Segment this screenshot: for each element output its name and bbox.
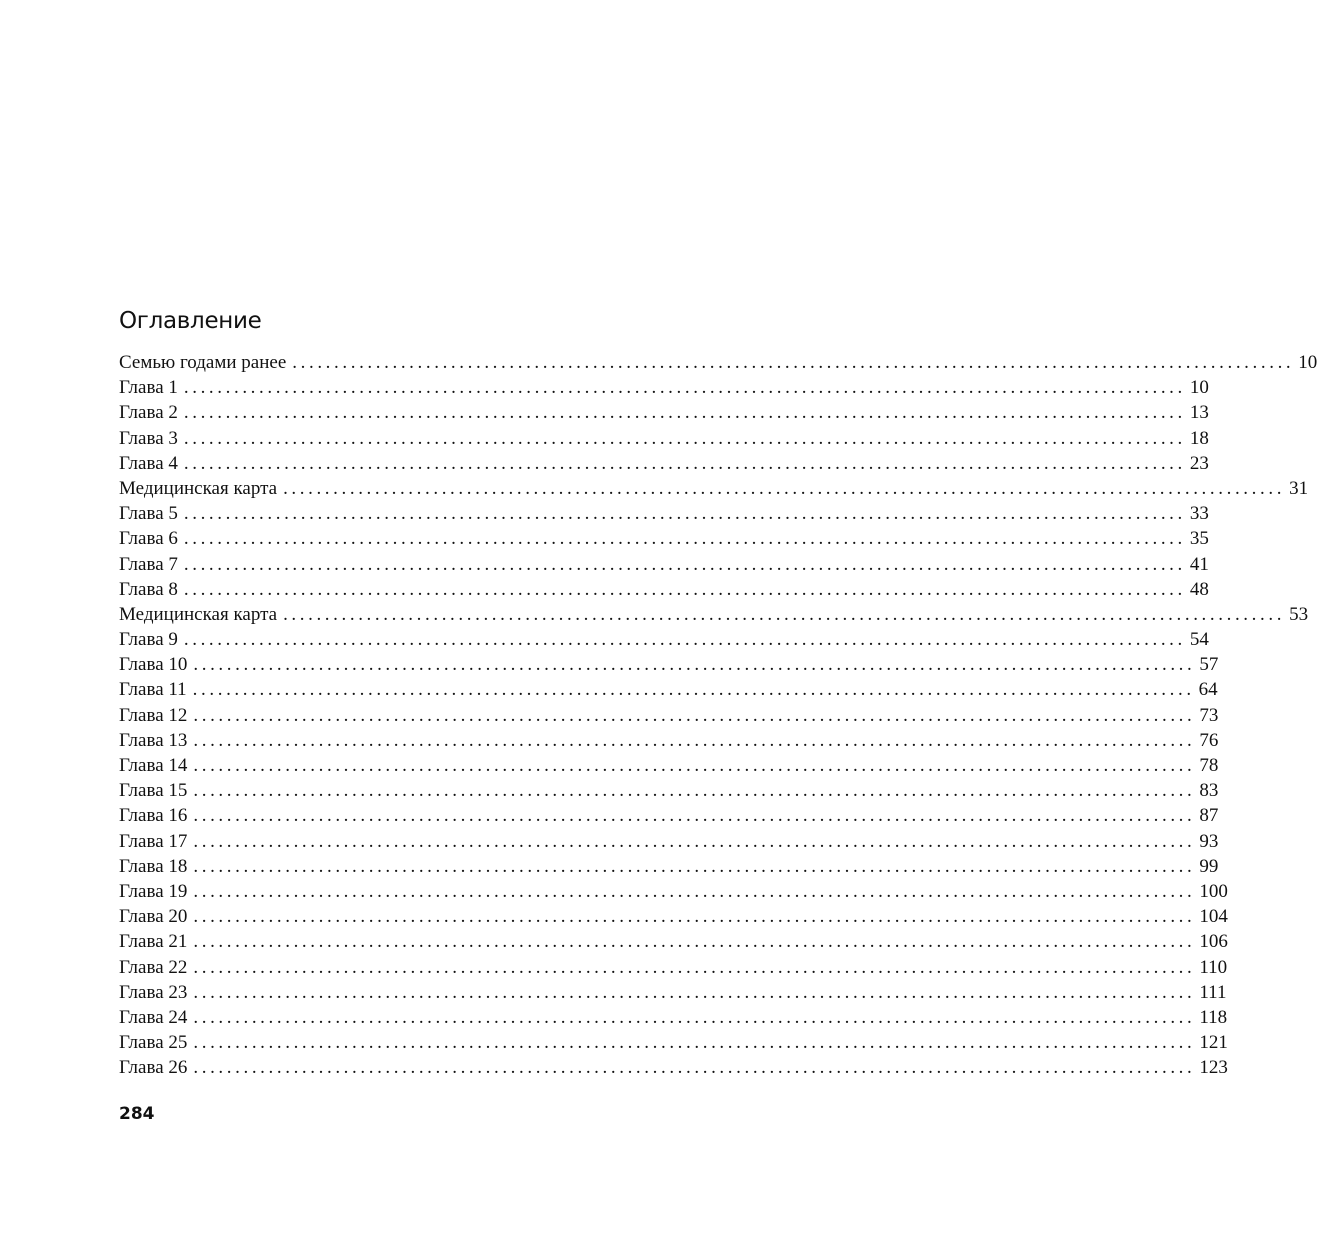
- toc-entry-title: Глава 7: [119, 552, 184, 577]
- toc-entry-title: Глава 1: [119, 375, 184, 400]
- toc-entry-title: Глава 4: [119, 451, 184, 476]
- dot-leader: ........................................................................................................................: [193, 880, 1196, 902]
- toc-entry-title: Глава 6: [119, 526, 184, 551]
- toc-entry-title: Глава 19: [119, 879, 193, 904]
- toc-entry-title: Глава 26: [119, 1055, 193, 1080]
- toc-entry-title: Глава 18: [119, 854, 193, 879]
- dot-leader: ........................................................................................................................: [193, 729, 1196, 751]
- toc-entry-page: 99: [1199, 855, 1219, 877]
- toc-entry-page: 93: [1199, 830, 1219, 852]
- toc-entry-title: Глава 11: [119, 677, 193, 702]
- dot-leader: ........................................................................................................................: [193, 981, 1196, 1003]
- toc-entry-page: 106: [1199, 931, 1228, 953]
- toc-entry[interactable]: [119, 1005, 1228, 1030]
- toc-entry-page: 10: [1189, 377, 1209, 399]
- dot-leader: ........................................................................................................................: [193, 755, 1196, 776]
- toc-entry[interactable]: [119, 350, 1317, 375]
- toc-entry-page: 76: [1199, 729, 1219, 751]
- toc-entry-title: Глава 10: [119, 652, 193, 677]
- dot-leader: ........................................................................................................................: [183, 377, 1186, 399]
- toc-entry-title: Глава 17: [119, 829, 193, 854]
- toc-entry-title: Глава 25: [119, 1030, 193, 1055]
- toc-entry-title: Глава 8: [119, 577, 184, 602]
- toc-entry-page: 83: [1199, 780, 1219, 802]
- toc-entry[interactable]: [119, 728, 1219, 753]
- toc-entry-page: 54: [1189, 629, 1209, 651]
- toc-entry-title: Глава 14: [119, 753, 193, 778]
- toc-entry-title: Глава 16: [119, 803, 193, 828]
- toc-entry[interactable]: [119, 552, 1209, 577]
- dot-leader: ........................................................................................................................: [183, 402, 1186, 424]
- dot-leader: ........................................................................................................................: [193, 830, 1196, 852]
- dot-leader: ........................................................................................................................: [193, 1006, 1196, 1028]
- dot-leader: ........................................................................................................................: [183, 578, 1186, 600]
- page-number: 284: [119, 1104, 155, 1124]
- toc-entry-page: 73: [1199, 704, 1219, 726]
- toc-entry[interactable]: [119, 1030, 1228, 1055]
- toc-entry-title: Медицинская карта: [119, 602, 283, 627]
- toc-entry-title: Глава 5: [119, 501, 184, 526]
- toc-entry-title: Глава 24: [119, 1005, 193, 1030]
- dot-leader: ........................................................................................................................: [193, 906, 1196, 928]
- toc-entry-page: 53: [1289, 603, 1309, 625]
- dot-leader: ........................................................................................................................: [183, 503, 1186, 525]
- dot-leader: ........................................................................................................................: [193, 780, 1196, 802]
- toc-entry-page: 10: [1298, 352, 1317, 373]
- toc-entry-page: 31: [1289, 477, 1309, 499]
- toc-entry[interactable]: [119, 375, 1209, 400]
- dot-leader: ........................................................................................................................: [283, 477, 1286, 499]
- toc-entry-title: Глава 21: [119, 929, 193, 954]
- toc-entry-page: 23: [1189, 452, 1209, 474]
- toc-entry[interactable]: [119, 879, 1228, 904]
- toc-entry-page: 57: [1199, 654, 1219, 676]
- toc-entry-page: 33: [1189, 503, 1209, 525]
- toc-entry-title: Глава 3: [119, 426, 184, 451]
- dot-leader: ........................................................................................................................: [192, 679, 1195, 701]
- toc-entry[interactable]: [119, 627, 1209, 652]
- toc-entry[interactable]: [119, 904, 1228, 929]
- toc-entry[interactable]: [119, 929, 1228, 954]
- dot-leader: ........................................................................................................................: [283, 603, 1286, 625]
- toc-entry[interactable]: [119, 854, 1219, 879]
- toc-entry-page: 123: [1199, 1057, 1228, 1079]
- toc-entry[interactable]: [119, 400, 1209, 425]
- toc-entry-page: 121: [1199, 1032, 1228, 1054]
- toc-entry-page: 118: [1199, 1006, 1228, 1028]
- toc-entry-title: Семью годами ранее: [119, 350, 292, 375]
- toc-entry[interactable]: [119, 526, 1209, 551]
- toc-entry[interactable]: [119, 476, 1309, 501]
- dot-leader: ........................................................................................................................: [183, 427, 1186, 449]
- toc-entry-title: Медицинская карта: [119, 476, 283, 501]
- toc-entry-page: 110: [1199, 956, 1228, 978]
- dot-leader: ........................................................................................................................: [183, 629, 1186, 651]
- dot-leader: ........................................................................................................................: [193, 956, 1196, 978]
- toc-entry[interactable]: [119, 501, 1209, 526]
- dot-leader: ........................................................................................................................: [193, 654, 1196, 676]
- toc-entry[interactable]: [119, 753, 1219, 778]
- toc-entry-page: 13: [1189, 402, 1209, 424]
- toc-entry[interactable]: [119, 677, 1218, 702]
- toc-entry[interactable]: [119, 602, 1309, 627]
- toc-entry-title: Глава 23: [119, 980, 193, 1005]
- toc-entry-page: 111: [1199, 981, 1227, 1003]
- dot-leader: ........................................................................................................................: [193, 855, 1196, 877]
- toc-entry[interactable]: [119, 577, 1209, 602]
- toc-entry-title: Глава 2: [119, 400, 184, 425]
- dot-leader: ........................................................................................................................: [183, 528, 1186, 550]
- toc-entry-title: Глава 20: [119, 904, 193, 929]
- toc-entry-page: 78: [1199, 755, 1219, 776]
- toc-entry-page: 48: [1189, 578, 1209, 600]
- toc-entry-title: Глава 13: [119, 728, 193, 753]
- toc-entry-title: Глава 12: [119, 703, 193, 728]
- dot-leader: ........................................................................................................................: [193, 931, 1196, 953]
- toc-entry-page: 41: [1189, 553, 1209, 575]
- toc-entry[interactable]: [119, 652, 1219, 677]
- page-title: Оглавление: [119, 308, 262, 334]
- toc-entry[interactable]: [119, 426, 1209, 451]
- dot-leader: ........................................................................................................................: [193, 805, 1196, 827]
- toc-entry-page: 100: [1199, 880, 1228, 902]
- toc-entry[interactable]: [119, 451, 1209, 476]
- dot-leader: ........................................................................................................................: [193, 1057, 1196, 1079]
- dot-leader: ........................................................................................................................: [292, 352, 1295, 373]
- toc-entry[interactable]: [119, 803, 1219, 828]
- toc-entry[interactable]: [119, 980, 1227, 1005]
- toc-entry-page: 18: [1189, 427, 1209, 449]
- toc-entry[interactable]: [119, 955, 1228, 980]
- toc-entry-page: 64: [1198, 679, 1218, 701]
- dot-leader: ........................................................................................................................: [193, 704, 1196, 726]
- toc-entry-title: Глава 9: [119, 627, 184, 652]
- toc-entry-page: 35: [1189, 528, 1209, 550]
- dot-leader: ........................................................................................................................: [183, 553, 1186, 575]
- toc-entry[interactable]: [119, 1055, 1228, 1080]
- dot-leader: ........................................................................................................................: [183, 452, 1186, 474]
- table-of-contents: [119, 350, 1317, 1080]
- toc-entry[interactable]: [119, 703, 1219, 728]
- toc-entry[interactable]: [119, 778, 1219, 803]
- toc-entry[interactable]: [119, 829, 1219, 854]
- toc-entry-title: Глава 15: [119, 778, 193, 803]
- toc-entry-page: 87: [1199, 805, 1219, 827]
- toc-entry-title: Глава 22: [119, 955, 193, 980]
- toc-entry-page: 104: [1199, 906, 1228, 928]
- dot-leader: ........................................................................................................................: [193, 1032, 1196, 1054]
